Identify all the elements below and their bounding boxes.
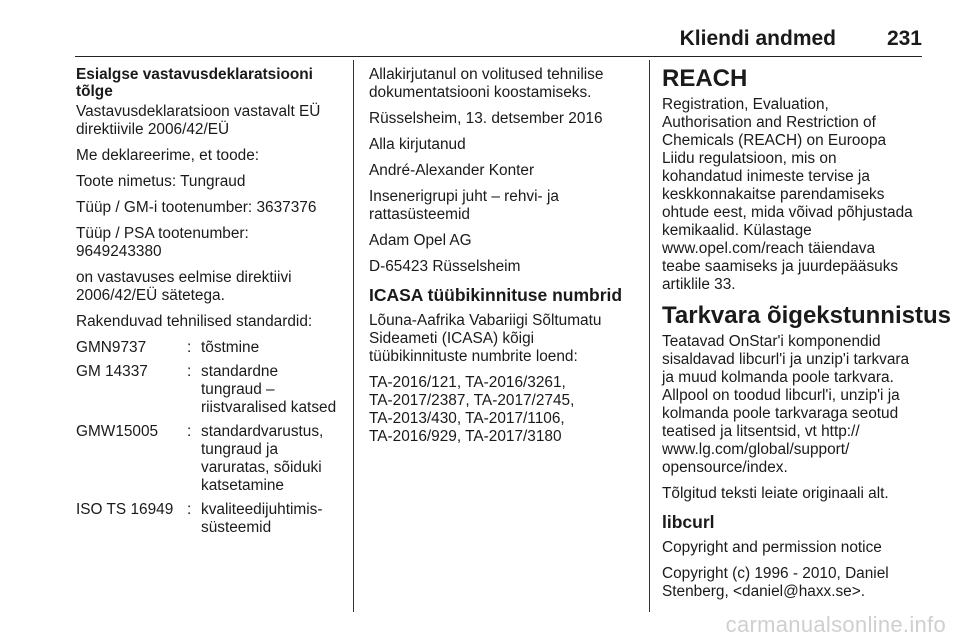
paragraph (662, 96, 952, 294)
text-line: André-Alexander Konter (369, 162, 535, 179)
text-line: tungraud – (201, 381, 275, 398)
page-header (0, 0, 960, 60)
column-divider-left (353, 60, 354, 612)
paragraph (369, 312, 641, 366)
text-line: direktiivile 2006/42/EÜ (76, 121, 230, 138)
column-divider-right (649, 60, 650, 612)
text-line: varuratas, sõiduki (201, 459, 322, 476)
text-line: Allakirjutanul on volitused tehnilise (369, 66, 604, 83)
text-line: TA-2016/121, TA-2016/3261, (369, 374, 566, 391)
text-line: dokumentatsiooni koostamiseks. (369, 84, 592, 101)
standard-description (201, 423, 336, 501)
paragraph (76, 313, 346, 331)
text-line: Tüüp / GM-i tootenumber: 3637376 (76, 199, 317, 216)
text-line: 9649243380 (76, 243, 162, 260)
paragraph (76, 199, 346, 217)
paragraph (662, 485, 952, 503)
text-line: 2006/42/EÜ sätetega. (76, 287, 225, 304)
text-line: süsteemid (201, 519, 272, 536)
text-line: ohtude eest, mida võivad põhjustada (662, 204, 913, 221)
text-line: Alla kirjutanud (369, 136, 466, 153)
paragraph (369, 66, 641, 102)
text-line: Toote nimetus: Tungraud (76, 173, 246, 190)
heading-line: Esialgse vastavusdeklaratsiooni (76, 66, 313, 83)
text-line: standardne (201, 363, 279, 380)
standard-code: GMW15005 (76, 423, 159, 440)
text-line: D-65423 Rüsselsheim (369, 258, 521, 275)
text-line: opensource/index. (662, 459, 788, 476)
paragraph (369, 136, 641, 154)
text-line: Rüsselsheim, 13. detsember 2016 (369, 110, 603, 127)
standard-code: GMN9737 (76, 339, 147, 356)
text-line: Copyright and permission notice (662, 539, 882, 556)
text-line: ja muud kolmanda poole tarkvara. (662, 369, 894, 386)
table-row (76, 363, 336, 423)
column-declaration (76, 66, 346, 543)
text-line: teabe saamiseks ja juurdepääsuks (662, 258, 899, 275)
text-line: sisaldavad libcurl'i ja unzip'i tarkvara (662, 351, 910, 368)
table-row (76, 423, 336, 501)
text-line: kvaliteedijuhtimis- (201, 501, 323, 518)
paragraph (76, 269, 346, 305)
text-line: riistvaralised katsed (201, 399, 337, 416)
page-number: 231 (886, 27, 922, 50)
heading-line: tõlge (76, 83, 113, 100)
text-line: Me deklareerime, et toode: (76, 147, 260, 164)
text-line: Tõlgitud teksti leiate originaali alt. (662, 485, 889, 502)
text-line: Stenberg, <daniel@haxx.se>. (662, 583, 866, 600)
text-line: Authorisation and Restriction of (662, 114, 876, 131)
icasa-heading: ICASA tüübikinnituse numbrid (369, 285, 623, 305)
text-line: TA-2017/2387, TA-2017/2745, (369, 392, 575, 409)
text-line: rattasüsteemid (369, 206, 470, 223)
watermark: carmanualsonline.info (725, 612, 946, 637)
paragraph (369, 232, 641, 250)
paragraph (76, 147, 346, 165)
libcurl-heading: libcurl (662, 512, 715, 532)
text-line: TA-2016/929, TA-2017/3180 (369, 428, 562, 445)
text-line: Copyright (c) 1996 - 2010, Daniel (662, 565, 889, 582)
standard-code: ISO TS 16949 (76, 501, 174, 518)
text-line: Teatavad OnStar'i komponendid (662, 333, 881, 350)
standard-description (201, 339, 336, 363)
text-line: Vastavusdeklaratsioon vastavalt EÜ (76, 103, 321, 120)
reach-heading: REACH (662, 65, 748, 92)
standards-table (76, 339, 336, 543)
text-line: Lõuna-Aafrika Vabariigi Sõltumatu (369, 312, 602, 329)
table-row (76, 501, 336, 543)
paragraph (662, 539, 952, 557)
text-line: katsetamine (201, 477, 284, 494)
text-line: tüübikinnituste numbrite loend: (369, 348, 578, 365)
standard-description (201, 501, 336, 543)
separator: : (187, 501, 192, 518)
text-line: Chemicals (REACH) on Euroopa (662, 132, 887, 149)
text-line: tõstmine (201, 339, 260, 356)
text-line: teatised ja litsentsid, vt http:// (662, 423, 860, 440)
text-line: Registration, Evaluation, (662, 96, 829, 113)
text-line: Rakenduvad tehnilised standardid: (76, 313, 313, 330)
header-rule (75, 56, 922, 57)
paragraph (76, 225, 346, 261)
text-line: tungraud ja (201, 441, 279, 458)
text-line: Allpool on toodud libcurl'i, unzip'i ja (662, 387, 900, 404)
section-title: Kliendi andmed (679, 27, 836, 50)
paragraph (369, 258, 641, 276)
separator: : (187, 363, 192, 380)
text-line: kolmanda poole tarkvaraga seotud (662, 405, 899, 422)
paragraph (369, 162, 641, 180)
text-line: www.opel.com/reach täiendava (662, 240, 876, 257)
table-row (76, 339, 336, 363)
paragraph (369, 188, 641, 224)
text-line: on vastavuses eelmise direktiivi (76, 269, 292, 286)
standard-description (201, 363, 336, 423)
text-line: artiklile 33. (662, 276, 736, 293)
paragraph (76, 103, 346, 139)
column-signatory-icasa (369, 66, 641, 454)
text-line: TA-2013/430, TA-2017/1106, (369, 410, 565, 427)
paragraph (662, 565, 952, 601)
text-line: Sideameti (ICASA) kõigi (369, 330, 535, 347)
paragraph (369, 110, 641, 128)
separator: : (187, 423, 192, 440)
text-line: Adam Opel AG (369, 232, 472, 249)
paragraph (662, 333, 952, 477)
text-line: standardvarustus, (201, 423, 324, 440)
text-line: Liidu regulatsioon, mis on (662, 150, 837, 167)
standard-code: GM 14337 (76, 363, 148, 380)
text-line: keskkonnakaitse parendamiseks (662, 186, 885, 203)
software-heading: Tarkvara õigekstunnistus (662, 302, 951, 329)
paragraph (76, 173, 346, 191)
text-line: Insenerigrupi juht – rehvi- ja (369, 188, 559, 205)
column-reach-software (662, 66, 952, 609)
text-line: www.lg.com/global/support/ (662, 441, 850, 458)
paragraph (369, 374, 641, 446)
text-line: kohandatud inimeste tervise ja (662, 168, 870, 185)
text-line: kemikaalid. Külastage (662, 222, 812, 239)
separator: : (187, 339, 192, 356)
text-line: Tüüp / PSA tootenumber: (76, 225, 249, 242)
declaration-heading (76, 66, 346, 100)
